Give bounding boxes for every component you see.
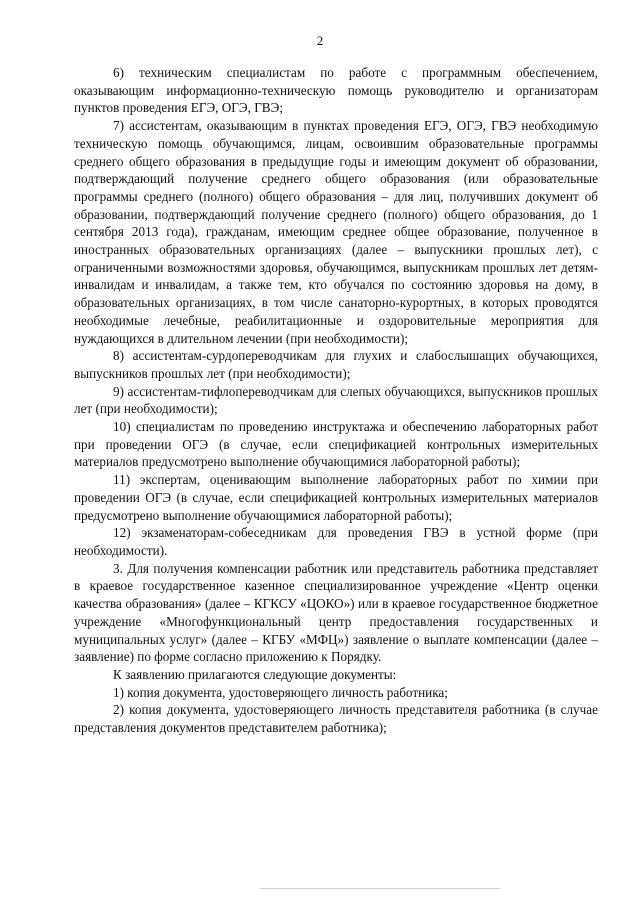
- document-body: [74, 64, 598, 737]
- bottom-divider: [260, 888, 500, 889]
- page-number: 2: [316, 33, 324, 48]
- paragraph-attachments-intro: К заявлению прилагаются следующие документы:: [113, 666, 397, 682]
- paragraph-attachment-2: 2) копия документа, удостоверяющего личность представителя работника (в случае представления документов представителем работника);: [74, 702, 598, 736]
- paragraph-item-12: 12) экзаменаторам-собеседникам для проведения ГВЭ в устной форме (при необходимости).: [74, 525, 598, 558]
- paragraph-section-3: 3. Для получения компенсации работник или представитель работника представляет в краевое государственное казенное специализированное учреждение «Центр оценки качества образования» (далее – КГКСУ «ЦОКО») или в краевое государственное бюджетное учреждение «Многофункциональный центр предоставления государственных и муниципальных услуг» (далее – КГБУ «МФЦ») заявление о выплате компенсации (далее – заявление) по форме согласно приложению к Порядку.: [74, 560, 598, 665]
- paragraph-item-9: 9) ассистентам-тифлопереводчикам для слепых обучающихся, выпускников прошлых лет (при необходимости);: [74, 383, 598, 417]
- paragraph-item-10: 10) специалистам по проведению инструктажа и обеспечению лабораторных работ при проведении ОГЭ (в случае, если спецификацией контрольных измерительных материалов предусмотрено выполнение обучающимися лабораторной работы);: [74, 419, 598, 470]
- paragraph-attachment-1: 1) копия документа, удостоверяющего личность работника;: [113, 684, 448, 700]
- paragraph-item-11: 11) экспертам, оценивающим выполнение лабораторных работ по химии при проведении ОГЭ (в случае, если спецификацией контрольных измерительных материалов предусмотрено выполнение обучающимися лабораторной работы);: [74, 472, 598, 523]
- paragraph-item-7: 7) ассистентам, оказывающим в пунктах проведения ЕГЭ, ОГЭ, ГВЭ необходимую техническую помощь обучающимся, лицам, освоившим образовательные программы среднего общего образования в предыдущие годы и имеющим документ об образовании, подтверждающий получение среднего общего образования (или образовательные программы среднего (полного) общего образования – для лиц, получивших документ об образовании, подтверждающий получение среднего (полного) общего образования, до 1 сентября 2013 года), гражданам, имеющим среднее общее образование, полученное в иностранных образовательных организациях (далее – выпускники прошлых лет), с ограниченными возможностями здоровья, обучающимся, выпускникам прошлых лет детям-инвалидам и инвалидам, а также тем, кто обучался по состоянию здоровья на дому, в образовательных организациях, в том числе санаторно-курортных, в которых проводятся необходимые лечебные, реабилитационные и оздоровительные мероприятия для нуждающихся в длительном лечении (при необходимости);: [74, 118, 598, 346]
- paragraph-item-8: 8) ассистентам-сурдопереводчикам для глухих и слабослышащих обучающихся, выпускников прошлых лет (при необходимости);: [74, 348, 598, 381]
- paragraph-item-6: 6) техническим специалистам по работе с программным обеспечением, оказывающим информационно-техническую помощь руководителю и организаторам пунктов проведения ЕГЭ, ОГЭ, ГВЭ;: [74, 65, 598, 116]
